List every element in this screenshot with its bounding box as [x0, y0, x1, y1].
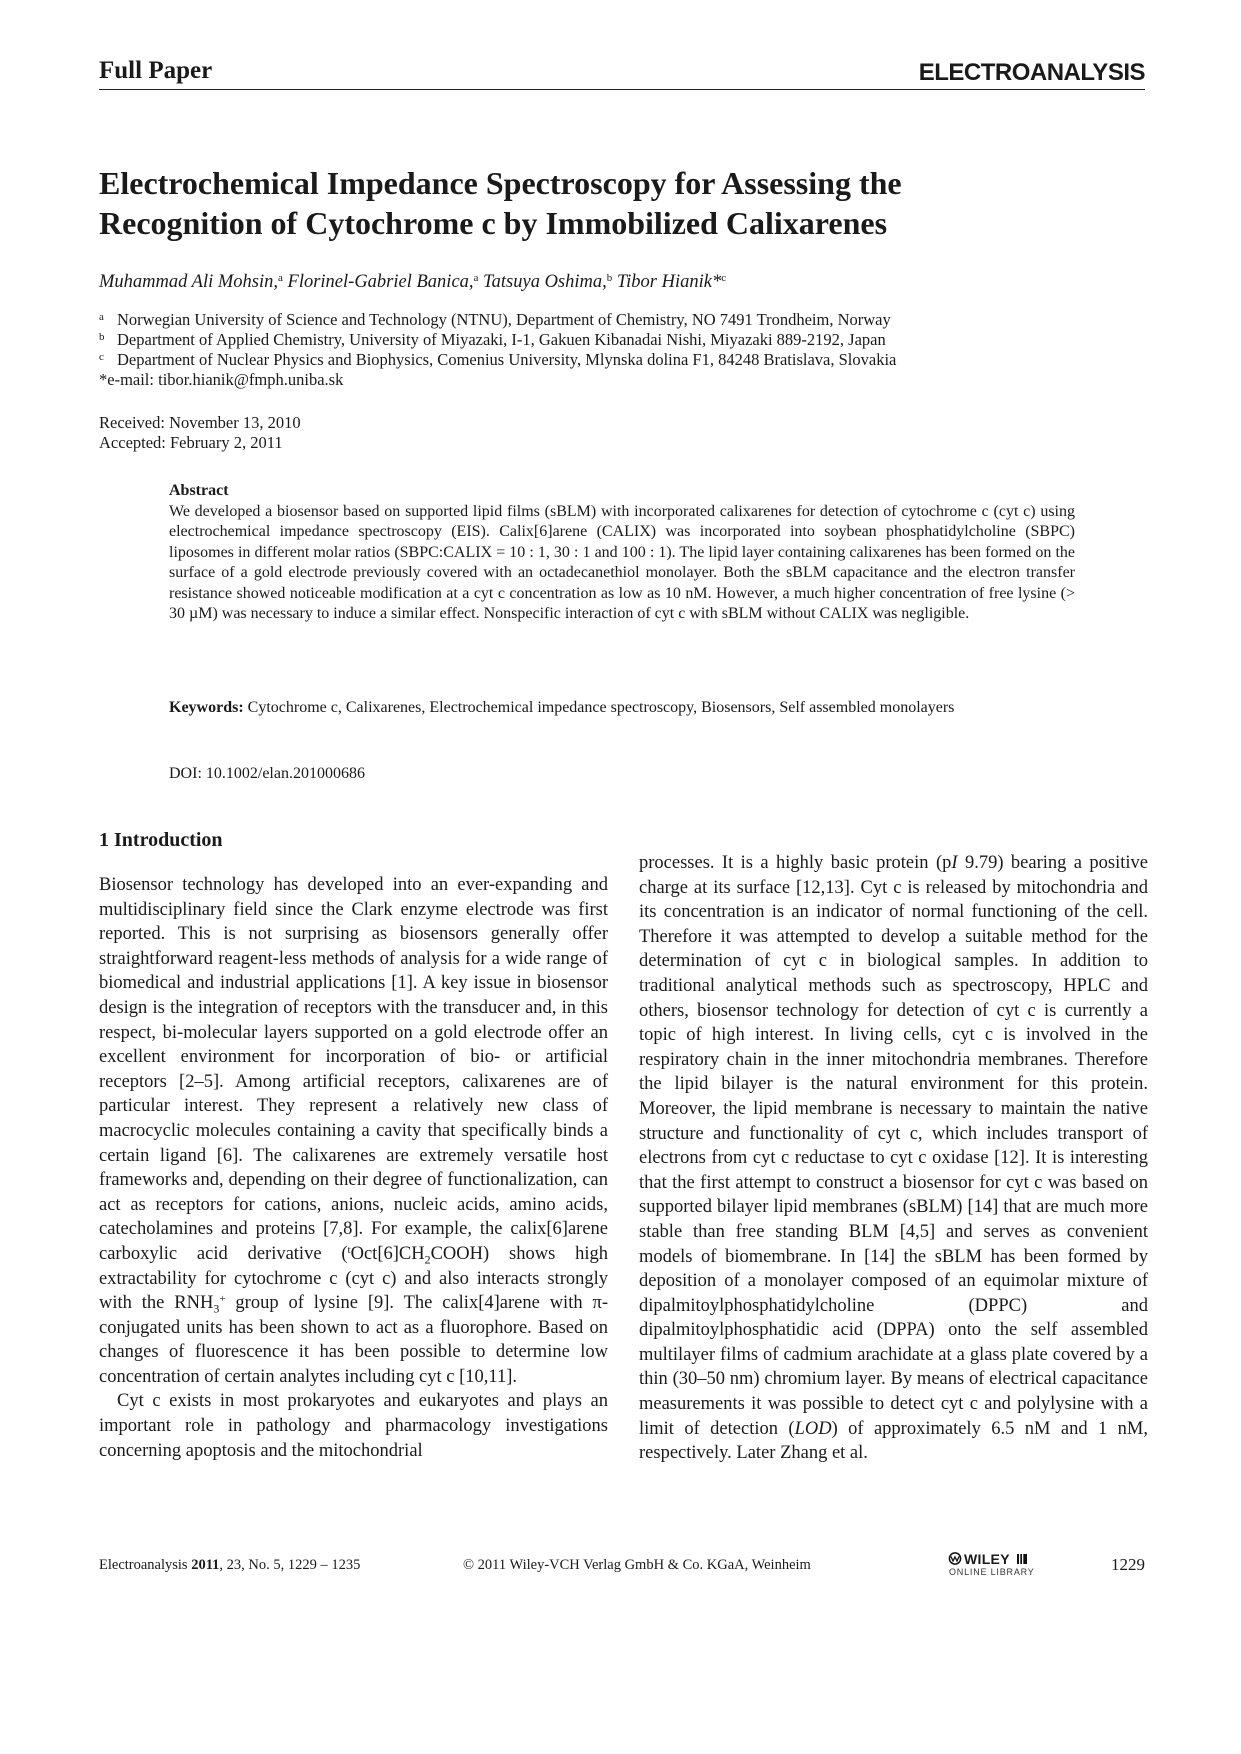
- wiley-online-library-logo[interactable]: [947, 1551, 1057, 1581]
- corresponding-email[interactable]: *e-mail: tibor.hianik@fmph.uniba.sk: [99, 370, 344, 389]
- footer-text: , 23, No. 5, 1229 – 1235: [219, 1557, 361, 1573]
- superscript: +: [219, 1293, 226, 1306]
- running-header: [99, 55, 1145, 90]
- title-line-2: Recognition of Cytochrome c by Immobilized Calixarenes: [99, 205, 888, 241]
- paper-title: [99, 163, 1139, 243]
- affiliation-text: Department of Applied Chemistry, University of Miyazaki, I-1, Gakuen Kibanadai Nishi, Miyazaki 889-2192, Japan: [117, 330, 886, 349]
- section-heading-introduction: 1 Introduction: [99, 829, 223, 851]
- author-name: Tibor Hianik*: [616, 272, 722, 292]
- affiliation-mark: b: [99, 331, 105, 343]
- affiliation-text: Department of Nuclear Physics and Biophysics, Comenius University, Mlynska dolina F1, 84248 Bratislava, Slovakia: [117, 350, 897, 369]
- author-affiliation-mark: c: [721, 272, 727, 284]
- footer-text: Electroanalysis: [99, 1557, 192, 1573]
- author-list: [99, 272, 726, 293]
- italic-term: I: [951, 853, 958, 873]
- author-affiliation-mark: a: [473, 272, 479, 284]
- affiliation-mark: a: [99, 311, 104, 323]
- abstract-block: [169, 481, 1075, 625]
- body-text: Biosensor technology has developed into an ever-expanding and multidisciplinary field since the Clark enzyme electrode was first reported. This is not surprising as biosensors generally offer straightforward reagent-less methods of analysis for a wide range of biomedical and industrial applications [1]. A key issue in biosensor design is the integration of receptors with the transducer and, in this respect, bi-molecular layers supported on a gold electrode offer an excellent environment for incorporation of bio- or artificial receptors [2–5]. Among artificial receptors, calixarenes are of particular interest. They represent a relatively new class of macrocyclic molecules containing a cavity that specifically binds a certain ligand [6]. The calixarenes are extremely versatile host frameworks and, depending on their degree of functionalization, can act as receptors for cations, anions, nucleic acids, amino acids, catecholamines and proteins [7,8]. For example, the calix[6]arene carboxylic acid derivative (: [99, 875, 608, 1264]
- article-type-label: Full Paper: [99, 57, 213, 84]
- accepted-date: Accepted: February 2, 2011: [99, 433, 283, 452]
- book-icon: [1016, 1553, 1028, 1565]
- online-library-text: ONLINE LIBRARY: [949, 1567, 1035, 1577]
- body-text: Oct[6]CH: [350, 1243, 425, 1264]
- affiliation-mark: c: [99, 351, 104, 363]
- subscript: 2: [424, 1252, 431, 1267]
- affiliations: [99, 310, 1099, 390]
- author-affiliation-mark: b: [606, 272, 613, 284]
- affiliation-item: [99, 350, 1099, 370]
- article-dates: [99, 413, 301, 453]
- title-line-1: Electrochemical Impedance Spectroscopy for Assessing the: [99, 165, 902, 201]
- page-footer: [99, 1551, 1145, 1585]
- affiliation-text: Norwegian University of Science and Technology (NTNU), Department of Chemistry, NO 7491 Trondheim, Norway: [117, 310, 891, 329]
- body-text: 9.79) bearing a positive charge at its surface [12,13]. Cyt c is released by mitochondria and its concentration is an indicator of normal functioning of the cell. Therefore it was attempted to develop a suitable method for the determination of cyt c in biological samples. In addition to traditional analytical methods such as spectroscopy, HPLC and others, biosensor technology for detection of cyt c is currently a topic of high interest. In living cells, cyt c is involved in the respiratory chain in the inner mitochondria membranes. Therefore the lipid bilayer is the natural environment for this protein. Moreover, the lipid membrane is necessary to maintain the native structure and functionality of cyt c, which includes transport of electrons from cyt c reductase to cyt c oxidase [12]. It is interesting that the first attempt to construct a biosensor for cyt c was based on supported bilayer lipid membranes (sBLM) [14] that are much more stable than free standing BLM [4,5] and serves as convenient models of biomembrane. In [14] the sBLM has been formed by deposition of a monolayer composed of an equimolar mixture of dipalmitoylphosphatidylcholine (DPPC) and dipalmitoylphosphatidic acid (DPPA) onto the self assembled multilayer films of cadmium arachidate at a glass plate covered by a thin (30–50 nm) chromium layer. By means of electrical capacitance measurements it was possible to detect cyt c and polylysine with a limit of detection (: [639, 853, 1148, 1439]
- body-column-left: [99, 873, 608, 1463]
- author-name: Florinel-Gabriel Banica,: [287, 272, 474, 292]
- italic-term: LOD: [794, 1418, 832, 1439]
- keywords-block: [169, 698, 1075, 719]
- affiliation-item: [99, 330, 1099, 350]
- received-date: Received: November 13, 2010: [99, 413, 301, 432]
- affiliation-item: [99, 310, 1099, 330]
- body-text: ) of approximately 6.5 nM and 1 nM, respectively. Later Zhang et al.: [639, 1418, 1148, 1464]
- journal-citation: [99, 1557, 360, 1574]
- author-name: Muhammad Ali Mohsin,: [99, 272, 279, 292]
- body-text: COOH) shows high extractability for cytochrome c (cyt c) and also interacts strongly with the RNH: [99, 1243, 609, 1314]
- journal-name-header: ELECTROANALYSIS: [918, 59, 1145, 86]
- abstract-heading: Abstract: [169, 482, 229, 499]
- body-paragraph: [639, 851, 1148, 1466]
- wiley-emblem-icon: [947, 1552, 963, 1565]
- keywords-text: Cytochrome c, Calixarenes, Electrochemical impedance spectroscopy, Biosensors, Self assembled monolayers: [247, 699, 955, 716]
- body-text: group of lysine [9]. The calix[4]arene with π-conjugated units has been shown to act as a fluorophore. Based on changes of fluorescence it has been possible to determine low concentration of certain analytes including cyt c [10,11].: [99, 1293, 608, 1387]
- subscript: 3: [213, 1301, 220, 1316]
- author-name: Tatsuya Oshima,: [483, 272, 607, 292]
- abstract-text: We developed a biosensor based on supported lipid films (sBLM) with incorporated calixarenes for detection of cytochrome c (cyt c) using electrochemical impedance spectroscopy (EIS). Calix[6]arene (CALIX) was incorporated into soybean phosphatidylcholine (SBPC) liposomes in different molar ratios (SBPC:CALIX = 10 : 1, 30 : 1 and 100 : 1). The lipid layer containing calixarenes has been formed on the surface of a gold electrode previously covered with an octadecanethiol monolayer. Both the sBLM capacitance and the electron transfer resistance showed noticeable modification at a cyt c concentration as low as 10 nM. However, a much higher concentration of free lysine (> 30 µM) was necessary to induce a similar effect. Nonspecific interaction of cyt c with sBLM without CALIX was negligible.: [169, 502, 1075, 622]
- keywords-label: Keywords:: [169, 699, 244, 716]
- body-paragraph: Cyt c exists in most prokaryotes and eukaryotes and plays an important role in pathology and pharmacology investigations concerning apoptosis and the mitochondrial: [99, 1391, 608, 1461]
- footer-year: 2011: [191, 1557, 220, 1573]
- body-column-right: [639, 851, 1148, 1466]
- doi-line[interactable]: DOI: 10.1002/elan.201000686: [169, 765, 365, 782]
- body-text: processes. It is a highly basic protein (p: [639, 853, 952, 873]
- page-number: 1229: [1111, 1555, 1145, 1574]
- wiley-logo-text: [947, 1551, 1028, 1567]
- copyright-notice: © 2011 Wiley-VCH Verlag GmbH & Co. KGaA, Weinheim: [463, 1557, 811, 1573]
- body-paragraph: [99, 873, 608, 1389]
- wiley-word: WILEY: [964, 1551, 1010, 1567]
- superscript: t: [347, 1243, 351, 1256]
- author-affiliation-mark: a: [278, 272, 283, 284]
